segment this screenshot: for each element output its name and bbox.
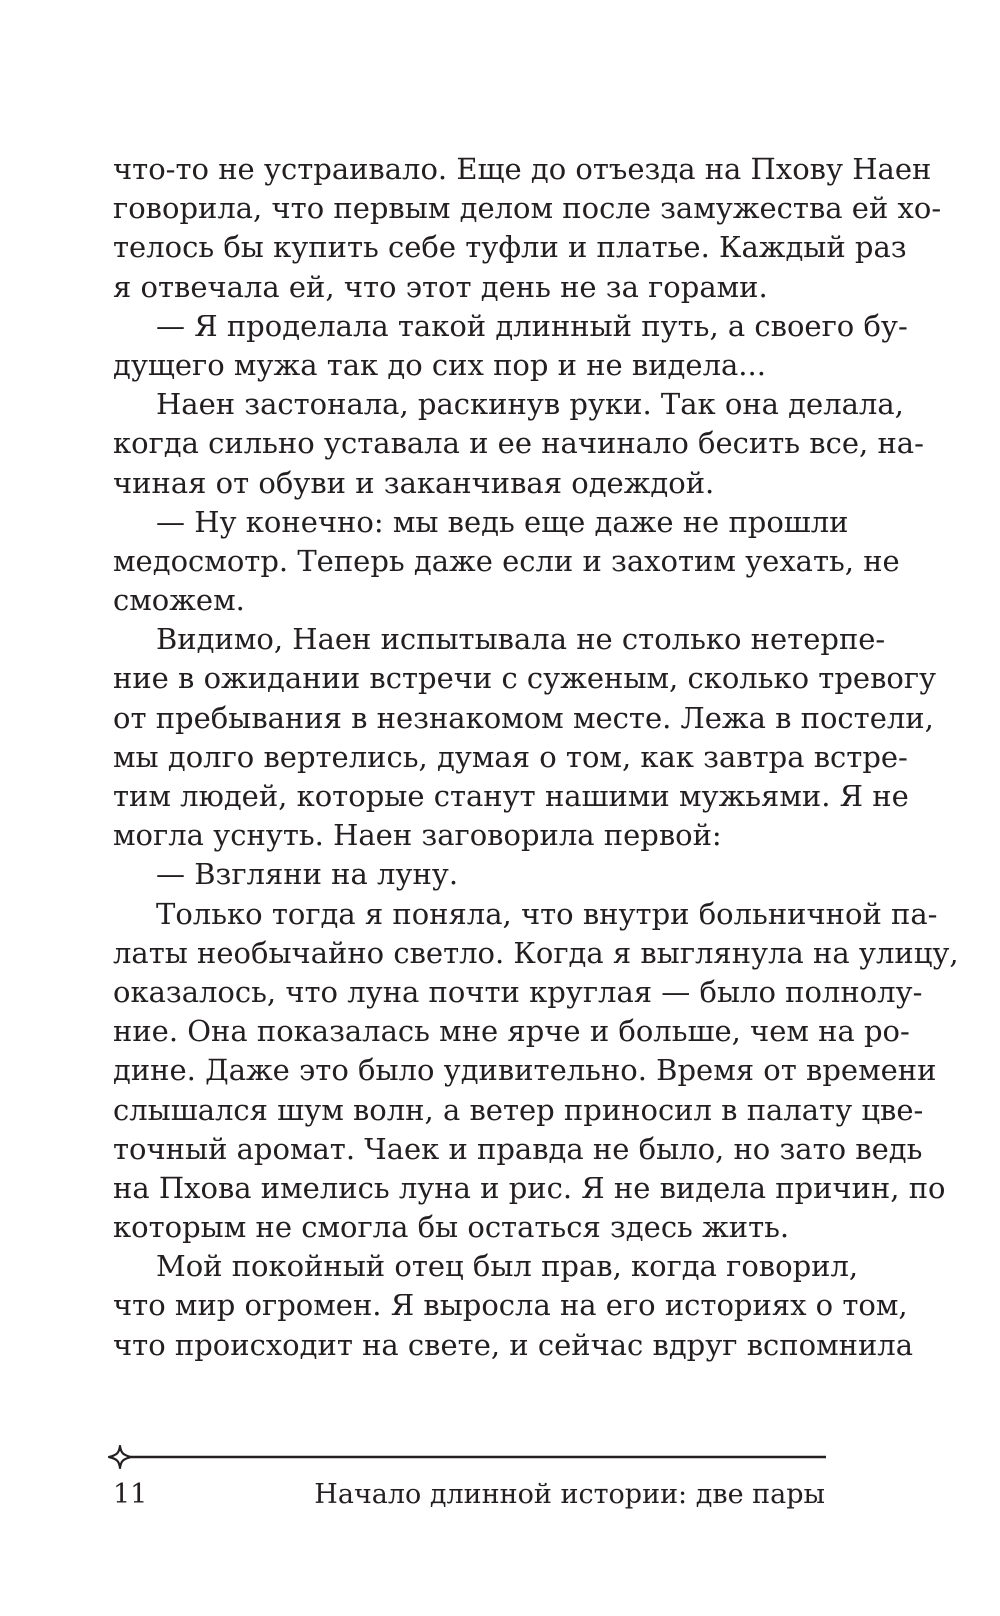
footer-rule (108, 1445, 828, 1469)
text-line: — Взгляни на луну. (156, 857, 459, 892)
text-line: Видимо, Наен испытывала не столько нетерпе- (156, 622, 886, 657)
text-line: мы долго вертелись, думая о том, как завтра встре- (113, 739, 908, 774)
text-line: что мир огромен. Я выросла на его историях о том, (113, 1288, 908, 1323)
text-line: сможем. (113, 583, 245, 618)
text-line: говорила, что первым делом после замужества ей хо- (113, 191, 942, 226)
text-line: могла уснуть. Наен заговорила первой: (113, 818, 722, 853)
text-line: которым не смогла бы остаться здесь жить. (113, 1210, 790, 1245)
running-title: Начало длинной истории: две пары (314, 1479, 825, 1510)
four-point-star-icon (109, 1446, 131, 1468)
text-line: латы необычайно светло. Когда я выглянула на улицу, (113, 935, 959, 970)
text-line: что-то не устраивало. Еще до отъезда на Пхову Наен (113, 152, 932, 186)
text-line: чиная от обуви и заканчивая одеждой. (113, 465, 715, 500)
text-line: телось бы купить себе туфли и платье. Каждый раз (113, 230, 907, 265)
text-line: медосмотр. Теперь даже если и захотим уехать, не (113, 543, 900, 578)
text-line: что происходит на свете, и сейчас вдруг вспомнила (113, 1327, 913, 1362)
text-line: точный аромат. Чаек и правда не было, но зато ведь (113, 1131, 923, 1166)
text-line: слышался шум волн, а ветер приносил в палату цве- (113, 1092, 924, 1127)
body-text (113, 150, 959, 1365)
text-line: я отвечала ей, что этот день не за горами. (113, 269, 768, 304)
text-line: дине. Даже это было удивительно. Время от времени (113, 1053, 937, 1088)
text-line: от пребывания в незнакомом месте. Лежа в постели, (113, 700, 934, 735)
text-line: на Пхова имелись луна и рис. Я не видела причин, по (113, 1170, 946, 1205)
text-line: тим людей, которые станут нашими мужьями. Я не (113, 779, 909, 813)
text-line: дущего мужа так до сих пор и не видела... (113, 347, 766, 382)
text-line: Наен застонала, раскинув руки. Так она делала, (156, 387, 904, 422)
text-line: оказалось, что луна почти круглая — было полнолу- (113, 974, 923, 1009)
text-line: — Я проделала такой длинный путь, а своего бу- (156, 308, 908, 343)
text-line: ние в ожидании встречи с суженым, сколько тревогу (113, 661, 937, 696)
text-line: Только тогда я поняла, что внутри больничной па- (156, 896, 938, 931)
text-line: когда сильно уставала и ее начинало бесить все, на- (113, 426, 924, 461)
text-line: — Ну конечно: мы ведь еще даже не прошли (156, 504, 849, 539)
text-line: ние. Она показалась мне ярче и больше, чем на ро- (113, 1014, 910, 1049)
text-line: Мой покойный отец был прав, когда говорил, (156, 1249, 859, 1284)
page-number: 11 (113, 1479, 148, 1510)
